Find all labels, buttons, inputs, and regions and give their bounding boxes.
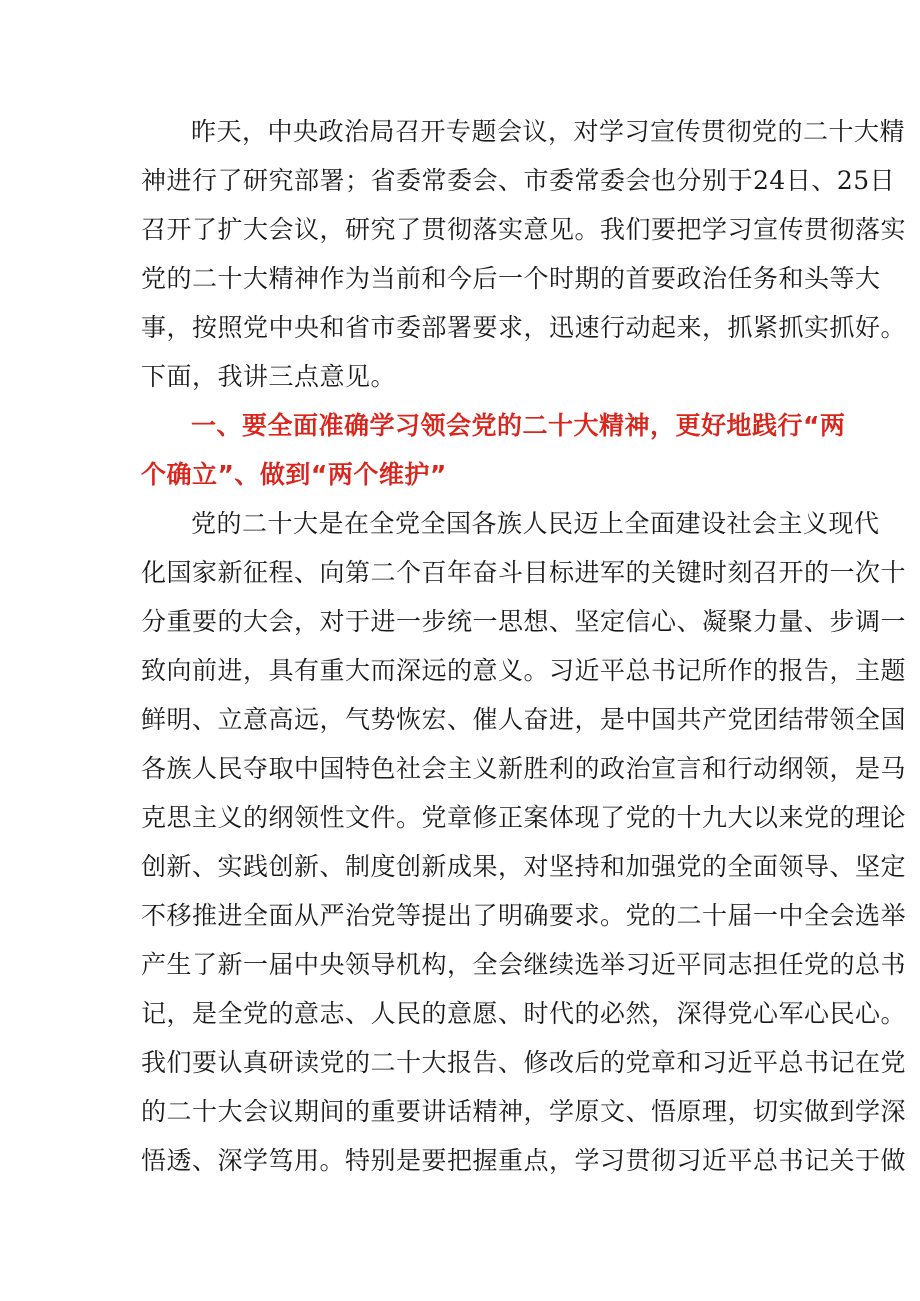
heading-line: 一、要全面准确学习领会党的二十大精神，更好地践行“两 — [191, 411, 846, 440]
paragraph-line: 神进行了研究部署；省委常委会、市委常委会也分别于24日、25日 — [141, 166, 896, 195]
paragraph-line: 我们要认真研读党的二十大报告、修改后的党章和习近平总书记在党 — [141, 1048, 907, 1077]
heading-line: 个确立”、做到“两个维护” — [141, 460, 447, 489]
paragraph-line: 鲜明、立意高远，气势恢宏、催人奋进，是中国共产党团结带领全国 — [141, 705, 907, 734]
paragraph-line: 各族人民夺取中国特色社会主义新胜利的政治宣言和行动纲领，是马 — [141, 754, 907, 783]
section-heading-1 — [141, 401, 846, 499]
paragraph-line: 的二十大会议期间的重要讲话精神，学原文、悟原理，切实做到学深 — [141, 1097, 907, 1126]
paragraph-section-1 — [141, 499, 907, 1185]
paragraph-line: 党的二十大精神作为当前和今后一个时期的首要政治任务和头等大 — [141, 264, 881, 293]
paragraph-line: 召开了扩大会议，研究了贯彻落实意见。我们要把学习宣传贯彻落实 — [141, 215, 907, 244]
paragraph-line: 事，按照党中央和省市委部署要求，迅速行动起来，抓紧抓实抓好。 — [141, 313, 907, 342]
paragraph-line: 记，是全党的意志、人民的意愿、时代的必然，深得党心军心民心。 — [141, 999, 907, 1028]
paragraph-line: 悟透、深学笃用。特别是要把握重点，学习贯彻习近平总书记关于做 — [141, 1146, 907, 1175]
paragraph-line: 昨天，中央政治局召开专题会议，对学习宣传贯彻党的二十大精 — [191, 117, 906, 146]
paragraph-line: 克思主义的纲领性文件。党章修正案体现了党的十九大以来党的理论 — [141, 803, 907, 832]
paragraph-line: 致向前进，具有重大而深远的意义。习近平总书记所作的报告，主题 — [141, 656, 907, 685]
paragraph-line: 创新、实践创新、制度创新成果，对坚持和加强党的全面领导、坚定 — [141, 852, 907, 881]
paragraph-line: 下面，我讲三点意见。 — [141, 362, 397, 391]
paragraph-line: 党的二十大是在全党全国各族人民迈上全面建设社会主义现代 — [191, 509, 880, 538]
paragraph-line: 产生了新一届中央领导机构，全会继续选举习近平同志担任党的总书 — [141, 950, 907, 979]
paragraph-opening — [141, 107, 907, 401]
paragraph-line: 化国家新征程、向第二个百年奋斗目标进军的关键时刻召开的一次十 — [141, 558, 907, 587]
paragraph-line: 不移推进全面从严治党等提出了明确要求。党的二十届一中全会选举 — [141, 901, 907, 930]
paragraph-line: 分重要的大会，对于进一步统一思想、坚定信心、凝聚力量、步调一 — [141, 607, 907, 636]
